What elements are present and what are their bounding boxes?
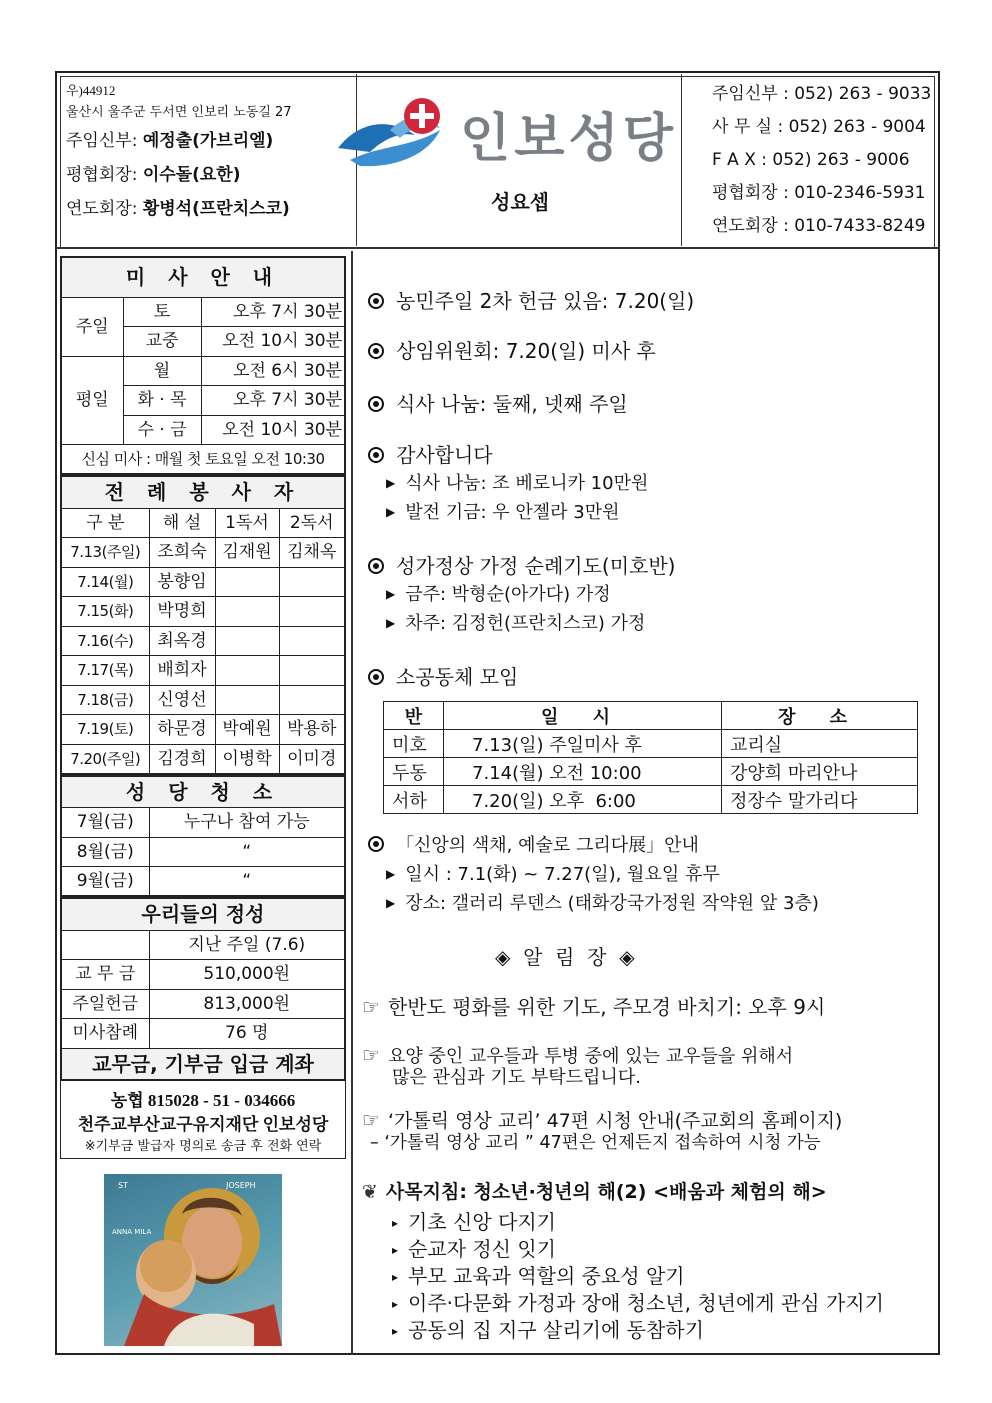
prayer-label: 연도회장: <box>66 199 143 219</box>
notice-5b <box>386 610 645 639</box>
notice-7 <box>368 831 699 861</box>
table-row <box>61 960 345 990</box>
server-commentator: 조희숙 <box>149 538 215 568</box>
column-divider <box>351 251 353 1355</box>
pointing-hand-icon: ☞ <box>362 1043 380 1067</box>
notice-text: 성가정상 가정 순례기도(미호반) <box>396 554 676 578</box>
group-place: 강양희 마리안나 <box>722 758 918 786</box>
group-col: 반 <box>384 702 444 730</box>
servers-col: 해 설 <box>149 508 215 538</box>
mass-day: 토 <box>123 297 201 327</box>
contact-office: 사 무 실 : 052) 263 - 9004 <box>712 117 926 137</box>
table-row <box>61 744 345 774</box>
pastor-name: 예정출(가브리엘) <box>142 131 274 151</box>
sidebar <box>60 256 346 1159</box>
mass-time: 오전 10시 30분 <box>201 327 345 357</box>
council-name: 이수돌(요한) <box>142 165 241 185</box>
account-info <box>60 1081 346 1159</box>
server-date: 7.18(금) <box>61 685 149 715</box>
server-date: 7.16(수) <box>61 626 149 656</box>
mass-time: 오전 6시 30분 <box>201 356 345 386</box>
mass-time: 오전 10시 30분 <box>201 415 345 445</box>
board-3a: – ‘가톨릭 영상 교리 ” 47편은 언제든지 접속하여 시청 가능 <box>370 1133 821 1153</box>
server-date: 7.20(주일) <box>61 744 149 774</box>
triangle-bullet-icon: ▶ <box>386 616 396 630</box>
server-reader2 <box>279 685 345 715</box>
board-text: ‘가톨릭 영상 교리’ 47편 시청 안내(주교회의 홈페이지) <box>387 1110 843 1132</box>
triangle-bullet-icon: ▸ <box>392 1216 399 1230</box>
group-col: 일 시 <box>444 702 722 730</box>
server-commentator: 신영선 <box>149 685 215 715</box>
notice-7b <box>386 890 819 919</box>
offering-value: 76 명 <box>149 1019 345 1049</box>
server-reader2 <box>279 626 345 656</box>
first-saturday-mass: 신심 미사 : 매월 첫 토요일 오전 10:30 <box>61 445 345 475</box>
table-row <box>61 837 345 867</box>
notice-4a <box>386 470 648 499</box>
contact-list <box>712 78 934 243</box>
cleaning-note: “ <box>149 867 345 897</box>
server-reader2: 이미경 <box>279 744 345 774</box>
servers-col: 구 분 <box>61 508 149 538</box>
server-reader1: 김재원 <box>215 538 279 568</box>
mass-day: 화 · 목 <box>123 386 201 416</box>
pastor-label: 주임신부: <box>66 131 143 151</box>
group-time: 7.14(월) 오전 10:00 <box>444 758 722 786</box>
server-date: 7.14(월) <box>61 567 149 597</box>
table-row <box>61 656 345 686</box>
server-reader1 <box>215 626 279 656</box>
group-name: 두동 <box>384 758 444 786</box>
account-number: 농협 815028 - 51 - 034666 <box>110 1091 296 1110</box>
mass-title: 미 사 안 내 <box>61 257 345 297</box>
notice-5a <box>386 581 611 610</box>
notice-text: 상임위원회: 7.20(일) 미사 후 <box>396 339 656 363</box>
group-name: 미호 <box>384 730 444 758</box>
notice-4b <box>386 499 620 528</box>
server-commentator: 김경희 <box>149 744 215 774</box>
circle-bullet-icon <box>368 558 384 574</box>
pastoral-text: 부모 교육과 역할의 중요성 알기 <box>408 1264 685 1288</box>
server-reader1 <box>215 567 279 597</box>
cleaning-month: 9월(금) <box>61 867 149 897</box>
table-row <box>384 758 918 786</box>
contact-prayer: 연도회장 : 010-7433-8249 <box>712 216 926 236</box>
board-text: 요양 중인 교우들과 투병 중에 있는 교우들을 위해서 <box>387 1046 794 1067</box>
pastoral-text: 순교자 정신 잇기 <box>408 1237 556 1261</box>
icon-label-joseph: JOSEPH <box>226 1181 256 1190</box>
pastoral-title: 사목지침: 청소년·청년의 해(2) <배움과 체험의 해> <box>385 1181 827 1203</box>
servers-col: 2독서 <box>279 508 345 538</box>
council-row <box>66 158 351 192</box>
dove-icon: ❦ <box>362 1181 378 1203</box>
mass-time: 오후 7시 30분 <box>201 386 345 416</box>
table-row <box>61 715 345 745</box>
triangle-bullet-icon: ▶ <box>386 587 396 601</box>
triangle-bullet-icon: ▶ <box>386 505 396 519</box>
pastoral-text: 이주·다문화 가정과 장애 청소년, 청년에게 관심 가지기 <box>408 1291 884 1315</box>
church-name: 인보성당 <box>460 109 677 169</box>
table-row <box>61 567 345 597</box>
notice-1 <box>368 286 694 316</box>
contact-pastor: 주임신부 : 052) 263 - 9033 <box>712 84 932 104</box>
circle-bullet-icon <box>368 343 384 359</box>
server-reader2: 김채옥 <box>279 538 345 568</box>
servers-title: 전 례 봉 사 자 <box>61 476 345 508</box>
offering-empty <box>61 930 149 960</box>
pastor-row <box>66 124 351 158</box>
pastoral-title-row <box>362 1177 827 1207</box>
triangle-bullet-icon: ▸ <box>392 1270 399 1284</box>
offering-title: 우리들의 정성 <box>61 898 345 930</box>
saint-joseph-icon <box>104 1174 282 1346</box>
account-holder: 천주교부산교구유지재단 인보성당 <box>77 1115 329 1134</box>
triangle-bullet-icon: ▶ <box>386 476 396 490</box>
triangle-bullet-icon: ▸ <box>392 1297 399 1311</box>
icon-label-st: ST <box>118 1181 128 1190</box>
servers-col: 1독서 <box>215 508 279 538</box>
notice-subtext: 장소: 갤러리 루덴스 (태화강국가정원 작약원 앞 3층) <box>405 893 819 914</box>
server-reader2: 박용하 <box>279 715 345 745</box>
offering-period: 지난 주일 (7.6) <box>149 930 345 960</box>
table-row <box>61 1019 345 1049</box>
notice-5 <box>368 551 675 581</box>
notice-text: 농민주일 2차 헌금 있음: 7.20(일) <box>396 289 695 313</box>
account-note: ※기부금 발급자 명의로 송금 후 전화 연락 <box>84 1139 322 1154</box>
notice-6 <box>368 662 518 692</box>
server-commentator: 봉향임 <box>149 567 215 597</box>
weekday-label: 평일 <box>61 356 123 445</box>
circle-bullet-icon <box>368 669 384 685</box>
server-commentator: 배희자 <box>149 656 215 686</box>
triangle-bullet-icon: ▶ <box>386 896 396 910</box>
table-row <box>61 685 345 715</box>
council-label: 평협회장: <box>66 165 143 185</box>
offering-label: 주일헌금 <box>61 989 149 1019</box>
pastoral-item <box>392 1316 704 1347</box>
prayer-name: 황병석(프란치스코) <box>142 199 290 219</box>
offering-value: 510,000원 <box>149 960 345 990</box>
sunday-label: 주일 <box>61 297 123 356</box>
header-info-left <box>66 80 351 226</box>
pastoral-text: 기초 신앙 다지기 <box>408 1210 556 1234</box>
triangle-bullet-icon: ▸ <box>392 1243 399 1257</box>
notice-7a <box>386 861 720 890</box>
cleaning-title: 성 당 청 소 <box>61 776 345 808</box>
address: 울산시 울주군 두서면 인보리 노동길 27 <box>66 105 292 120</box>
pointing-hand-icon: ☞ <box>362 1108 380 1132</box>
group-name: 서하 <box>384 786 444 814</box>
board-title: ◈ 알 림 장 ◈ <box>495 945 635 969</box>
server-reader2 <box>279 597 345 627</box>
servers-table <box>60 475 346 775</box>
server-date: 7.13(주일) <box>61 538 149 568</box>
group-time: 7.13(일) 주일미사 후 <box>444 730 722 758</box>
notice-subtext: 차주: 김정헌(프란치스코) 가정 <box>405 613 646 634</box>
offering-table <box>60 897 346 1081</box>
server-date: 7.19(토) <box>61 715 149 745</box>
mass-day: 수 · 금 <box>123 415 201 445</box>
server-reader1 <box>215 597 279 627</box>
group-time: 7.20(일) 오후 6:00 <box>444 786 722 814</box>
notice-3 <box>368 389 628 419</box>
feast-name: 성요셉 <box>491 190 549 214</box>
table-row <box>61 989 345 1019</box>
triangle-bullet-icon: ▶ <box>386 867 396 881</box>
server-reader1 <box>215 685 279 715</box>
group-place: 교리실 <box>722 730 918 758</box>
notice-2 <box>368 336 656 366</box>
group-place: 정장수 말가리다 <box>722 786 918 814</box>
server-reader2 <box>279 567 345 597</box>
server-reader1: 이병학 <box>215 744 279 774</box>
group-col: 장 소 <box>722 702 918 730</box>
notice-text: 식사 나눔: 둘째, 넷째 주일 <box>396 392 628 416</box>
mass-day: 월 <box>123 356 201 386</box>
mass-schedule-table <box>60 256 346 475</box>
table-row <box>61 538 345 568</box>
circle-bullet-icon <box>368 836 384 852</box>
mass-day: 교중 <box>123 327 201 357</box>
notice-subtext: 일시 : 7.1(화) ~ 7.27(일), 월요일 휴무 <box>405 864 720 885</box>
header-bottom-line <box>55 247 940 249</box>
table-row <box>61 626 345 656</box>
board-2b: 많은 관심과 기도 부탁드립니다. <box>392 1067 641 1088</box>
cleaning-note: “ <box>149 837 345 867</box>
small-community-table <box>383 701 918 814</box>
server-commentator: 박명희 <box>149 597 215 627</box>
offering-label: 미사참례 <box>61 1019 149 1049</box>
triangle-bullet-icon: ▸ <box>392 1324 399 1338</box>
server-commentator: 하문경 <box>149 715 215 745</box>
notice-text: 「신앙의 색채, 예술로 그리다展」안내 <box>396 835 699 856</box>
account-title: 교무금, 기부금 입금 계좌 <box>61 1048 345 1080</box>
table-row <box>61 597 345 627</box>
zip-code: 우)44912 <box>66 83 116 98</box>
notice-subtext: 식사 나눔: 조 베로니카 10만원 <box>405 473 649 494</box>
notice-text: 감사합니다 <box>396 443 493 467</box>
header-divider-right <box>681 74 682 246</box>
circle-bullet-icon <box>368 293 384 309</box>
cleaning-month: 8월(금) <box>61 837 149 867</box>
table-row <box>61 808 345 838</box>
server-reader1 <box>215 656 279 686</box>
contact-council: 평협회장 : 010-2346-5931 <box>712 183 926 203</box>
table-row <box>384 730 918 758</box>
contact-fax: F A X : 052) 263 - 9006 <box>712 150 910 170</box>
server-commentator: 최옥경 <box>149 626 215 656</box>
table-row <box>384 786 918 814</box>
icon-label-side: ANNA MILA <box>112 1228 152 1236</box>
server-reader1: 박예원 <box>215 715 279 745</box>
notice-subtext: 금주: 박형순(아가다) 가정 <box>405 584 611 605</box>
notice-text: 소공동체 모임 <box>396 665 519 689</box>
circle-bullet-icon <box>368 396 384 412</box>
cleaning-month: 7월(금) <box>61 808 149 838</box>
server-reader2 <box>279 656 345 686</box>
notice-4 <box>368 440 493 470</box>
server-date: 7.15(화) <box>61 597 149 627</box>
board-text: 한반도 평화를 위한 기도, 주모경 바치기: 오후 9시 <box>387 995 826 1019</box>
cleaning-note: 누구나 참여 가능 <box>149 808 345 838</box>
cleaning-table <box>60 775 346 898</box>
pastoral-text: 공동의 집 지구 살리기에 동참하기 <box>408 1318 704 1342</box>
board-1 <box>362 992 825 1022</box>
mass-time: 오후 7시 30분 <box>201 297 345 327</box>
server-date: 7.17(목) <box>61 656 149 686</box>
pointing-hand-icon: ☞ <box>362 995 380 1019</box>
prayer-row <box>66 192 351 226</box>
offering-value: 813,000원 <box>149 989 345 1019</box>
notice-subtext: 발전 기금: 우 안젤라 3만원 <box>405 502 620 523</box>
circle-bullet-icon <box>368 447 384 463</box>
table-row <box>61 867 345 897</box>
offering-label: 교 무 금 <box>61 960 149 990</box>
